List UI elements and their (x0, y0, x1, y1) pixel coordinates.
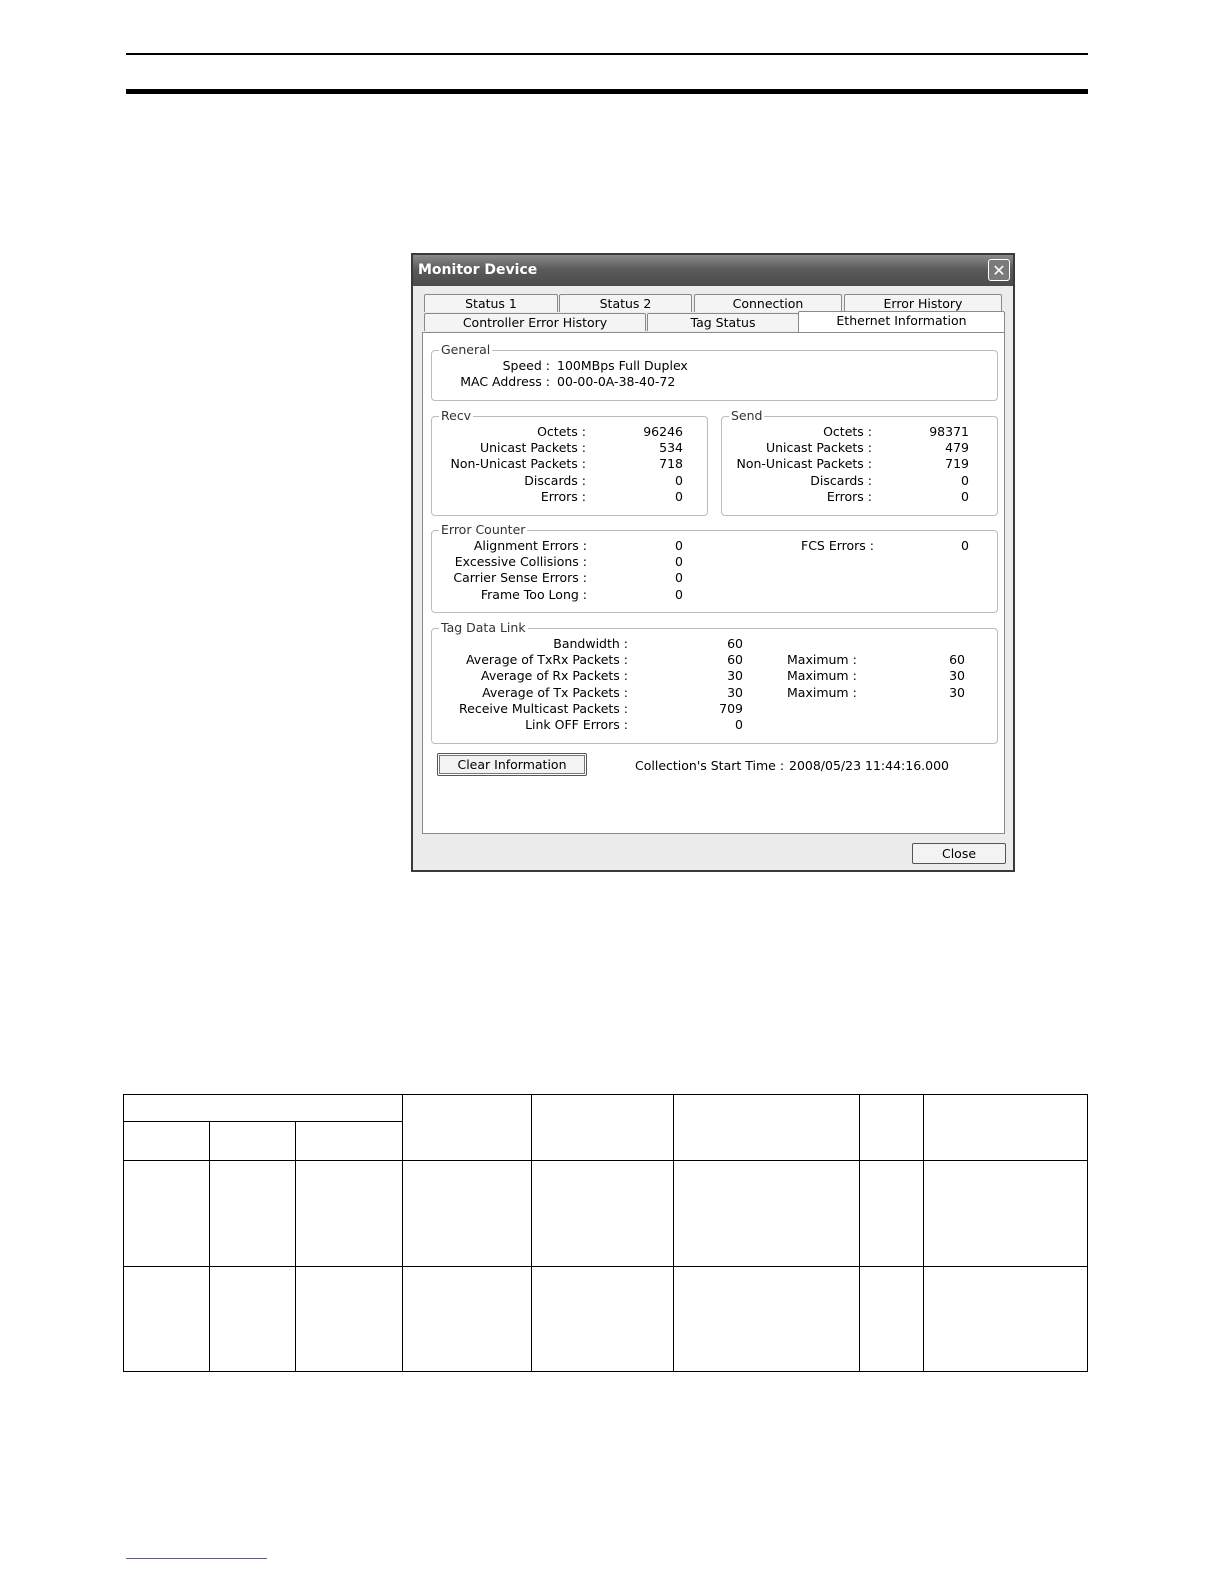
tab-label: Ethernet Information (836, 313, 967, 328)
general-group (431, 342, 998, 401)
frame-too-long-label: Frame Too Long : (480, 587, 587, 602)
table-subheader-cell (210, 1122, 296, 1161)
recv-unicast-label: Unicast Packets : (479, 440, 586, 455)
avg-txrx-value: 60 (727, 652, 743, 667)
mac-address-label: MAC Address : (460, 374, 550, 389)
recv-octets-label: Octets : (537, 424, 586, 439)
ethernet-information-panel (422, 332, 1005, 834)
clear-information-button[interactable]: Clear Information (437, 753, 587, 776)
table-header-cell (124, 1095, 403, 1122)
tab-controller-error-history[interactable] (424, 313, 646, 331)
tab-error-history[interactable] (844, 294, 1002, 312)
table-row (124, 1267, 1088, 1372)
recv-errors-value: 0 (675, 489, 683, 504)
recv-discards-value: 0 (675, 473, 683, 488)
bandwidth-label: Bandwidth : (553, 636, 628, 651)
footer-link-underline (126, 1558, 267, 1559)
link-off-errors-label: Link OFF Errors : (525, 717, 628, 732)
send-octets-value: 98371 (929, 424, 969, 439)
dialog-title: Monitor Device (418, 262, 538, 278)
table-header-cell (403, 1095, 532, 1161)
close-icon[interactable]: ✕ (988, 259, 1010, 281)
send-unicast-label: Unicast Packets : (765, 440, 872, 455)
send-legend: Send (731, 408, 763, 423)
header-rule-thick (126, 89, 1088, 94)
send-unicast-value: 479 (945, 440, 969, 455)
send-errors-value: 0 (961, 489, 969, 504)
send-group (721, 408, 998, 516)
recv-discards-label: Discards : (524, 473, 586, 488)
max-txrx-value: 60 (949, 652, 965, 667)
frame-too-long-value: 0 (675, 587, 683, 602)
link-off-errors-value: 0 (735, 717, 743, 732)
table-header-cell (860, 1095, 924, 1161)
error-counter-legend: Error Counter (441, 522, 526, 537)
send-non-unicast-label: Non-Unicast Packets : (736, 456, 872, 471)
empty-table (123, 1094, 1088, 1372)
table-header-cell (924, 1095, 1088, 1161)
alignment-errors-value: 0 (675, 538, 683, 553)
avg-tx-label: Average of Tx Packets : (482, 685, 628, 700)
recv-legend: Recv (441, 408, 472, 423)
start-time-value: 2008/05/23 11:44:16.000 (789, 758, 949, 773)
avg-txrx-label: Average of TxRx Packets : (465, 652, 628, 667)
avg-tx-value: 30 (727, 685, 743, 700)
send-discards-value: 0 (961, 473, 969, 488)
alignment-errors-label: Alignment Errors : (473, 538, 587, 553)
send-octets-label: Octets : (823, 424, 872, 439)
fcs-errors-label: FCS Errors : (801, 538, 874, 553)
table-subheader-cell (124, 1122, 210, 1161)
avg-rx-label: Average of Rx Packets : (481, 668, 628, 683)
max-rx-value: 30 (949, 668, 965, 683)
table-header-cell (532, 1095, 674, 1161)
general-legend: General (441, 342, 491, 357)
tab-label: Tag Status (690, 315, 756, 330)
receive-multicast-label: Receive Multicast Packets : (459, 701, 628, 716)
tab-status-2[interactable] (559, 294, 692, 312)
tag-data-link-group (431, 620, 998, 744)
fcs-errors-value: 0 (961, 538, 969, 553)
table-subheader-cell (296, 1122, 403, 1161)
error-counter-group (431, 522, 998, 613)
recv-errors-label: Errors : (540, 489, 586, 504)
max-rx-label: Maximum : (787, 668, 857, 683)
carrier-sense-errors-value: 0 (675, 570, 683, 585)
tab-tag-status[interactable] (647, 313, 799, 331)
speed-value: 100MBps Full Duplex (557, 358, 688, 373)
tab-label: Controller Error History (462, 315, 608, 330)
tab-label: Status 2 (599, 296, 652, 311)
send-discards-label: Discards : (810, 473, 872, 488)
table-row (124, 1161, 1088, 1267)
tab-label: Status 1 (465, 296, 517, 311)
max-txrx-label: Maximum : (787, 652, 857, 667)
excessive-collisions-label: Excessive Collisions : (454, 554, 587, 569)
send-non-unicast-value: 719 (945, 456, 969, 471)
bandwidth-value: 60 (727, 636, 743, 651)
excessive-collisions-value: 0 (675, 554, 683, 569)
close-button[interactable]: Close (912, 843, 1006, 864)
recv-non-unicast-label: Non-Unicast Packets : (450, 456, 586, 471)
max-tx-value: 30 (949, 685, 965, 700)
receive-multicast-value: 709 (719, 701, 743, 716)
table-header-cell (674, 1095, 860, 1161)
tab-status-1[interactable] (424, 294, 558, 312)
header-rule-thin (126, 53, 1088, 55)
carrier-sense-errors-label: Carrier Sense Errors : (453, 570, 587, 585)
tab-label: Error History (883, 296, 963, 311)
avg-rx-value: 30 (727, 668, 743, 683)
tab-connection[interactable] (694, 294, 842, 312)
max-tx-label: Maximum : (787, 685, 857, 700)
recv-unicast-value: 534 (659, 440, 683, 455)
title-bar[interactable] (413, 255, 1013, 286)
tab-ethernet-information[interactable] (798, 311, 1005, 332)
tab-label: Connection (732, 296, 804, 311)
tag-data-link-legend: Tag Data Link (441, 620, 526, 635)
recv-group (431, 408, 708, 516)
recv-non-unicast-value: 718 (659, 456, 683, 471)
send-errors-label: Errors : (826, 489, 872, 504)
monitor-device-dialog (411, 253, 1015, 872)
recv-octets-value: 96246 (643, 424, 683, 439)
speed-label: Speed : (502, 358, 550, 373)
start-time-label: Collection's Start Time : (635, 758, 785, 773)
mac-address-value: 00-00-0A-38-40-72 (557, 374, 676, 389)
